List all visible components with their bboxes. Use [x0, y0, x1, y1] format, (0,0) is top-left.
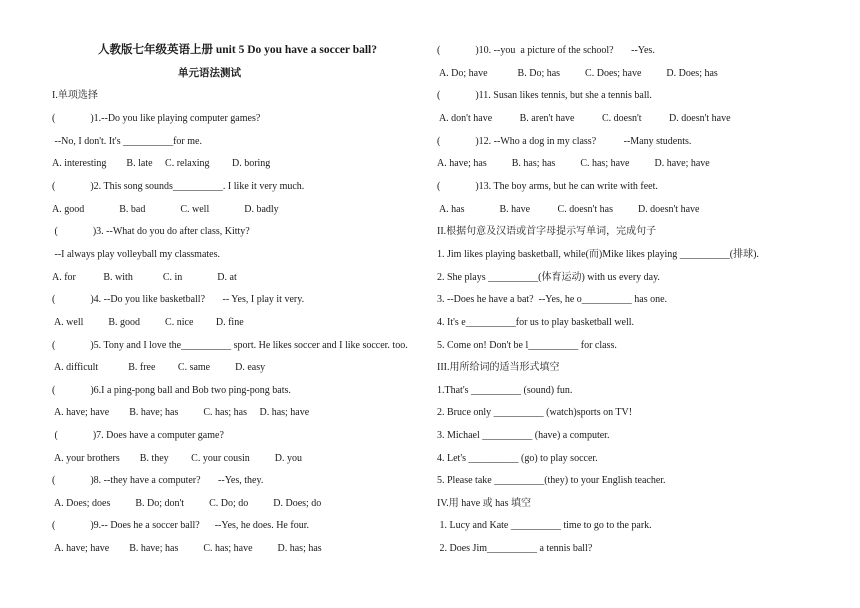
options-line: A. your brothers B. they C. your cousin D. you: [52, 453, 302, 464]
options-line: A. don't have B. aren't have C. doesn't D. doesn't have: [437, 113, 731, 124]
options-line: A. have; have B. have; has C. has; have D. has; has: [52, 543, 322, 554]
options-line: A. good B. bad C. well D. badly: [52, 204, 279, 215]
question-line: ( )9.-- Does he a soccer ball? --Yes, he does. He four.: [52, 520, 309, 531]
fill-in-line: 3. --Does he have a bat? --Yes, he o__________ has one.: [437, 294, 668, 305]
options-line: A. has B. have C. doesn't has D. doesn't have: [437, 204, 700, 215]
options-line: A. for B. with C. in D. at: [52, 272, 237, 283]
fill-in-line: 5. Come on! Don't be l__________ for class.: [437, 340, 617, 351]
fill-in-line: 2. Bruce only __________ (watch)sports on TV!: [437, 407, 633, 418]
section-heading: IV.用 have 或 has 填空: [437, 498, 531, 509]
fill-in-line: 2. She plays __________(体育运动) with us every day.: [437, 272, 660, 283]
question-line: ( )1.--Do you like playing computer games?: [52, 113, 261, 124]
section-heading: II.根据句意及汉语或首字母提示写单词，完成句子: [437, 226, 657, 237]
fill-in-line: 1. Lucy and Kate __________ time to go to the park.: [437, 520, 652, 531]
fill-in-line: 1.That's __________ (sound) fun.: [437, 385, 573, 396]
question-line: ( )2. This song sounds__________. I like it very much.: [52, 181, 305, 192]
fill-in-line: 4. It's e__________for us to play basketball well.: [437, 317, 635, 328]
options-line: A. difficult B. free C. same D. easy: [52, 362, 266, 373]
fill-in-line: 2. Does Jim__________ a tennis ball?: [437, 543, 593, 554]
fill-in-line: 3. Michael __________ (have) a computer.: [437, 430, 610, 441]
question-line: ( )12. --Who a dog in my class? --Many students.: [437, 136, 692, 147]
document-title: 人教版七年级英语上册 unit 5 Do you have a soccer ball?: [98, 44, 377, 56]
options-line: A. Does; does B. Do; don't C. Do; do D. Does; do: [52, 498, 322, 509]
section-heading: III.用所给词的适当形式填空: [437, 362, 560, 373]
section-heading: I.单项选择: [52, 90, 98, 101]
question-line: --I always play volleyball my classmates.: [52, 249, 221, 260]
fill-in-line: 1. Jim likes playing basketball, while(而)Mike likes playing __________(排球).: [437, 249, 759, 260]
options-line: A. have; has B. has; has C. has; have D. have; have: [437, 158, 710, 169]
document-subtitle: 单元语法测试: [178, 68, 241, 79]
options-line: A. well B. good C. nice D. fine: [52, 317, 244, 328]
question-line: --No, I don't. It's __________for me.: [52, 136, 202, 147]
question-line: ( )5. Tony and I love the__________ sport. He likes soccer and I like soccer. too.: [52, 340, 408, 351]
question-line: ( )4. --Do you like basketball? -- Yes, I play it very.: [52, 294, 305, 305]
options-line: A. Do; have B. Do; has C. Does; have D. Does; has: [437, 68, 718, 79]
question-line: ( )8. --they have a computer? --Yes, they.: [52, 475, 264, 486]
options-line: A. interesting B. late C. relaxing D. boring: [52, 158, 271, 169]
question-line: ( )11. Susan likes tennis, but she a tennis ball.: [437, 90, 652, 101]
question-line: ( )7. Does have a computer game?: [52, 430, 224, 441]
question-line: ( )13. The boy arms, but he can write with feet.: [437, 181, 658, 192]
question-line: ( )6.I a ping-pong ball and Bob two ping-pong bats.: [52, 385, 291, 396]
question-line: ( )3. --What do you do after class, Kitty?: [52, 226, 250, 237]
fill-in-line: 5. Please take __________(they) to your English teacher.: [437, 475, 666, 486]
fill-in-line: 4. Let's __________ (go) to play soccer.: [437, 453, 598, 464]
options-line: A. have; have B. have; has C. has; has D. has; have: [52, 407, 310, 418]
question-line: ( )10. --you a picture of the school? --Yes.: [437, 45, 655, 56]
